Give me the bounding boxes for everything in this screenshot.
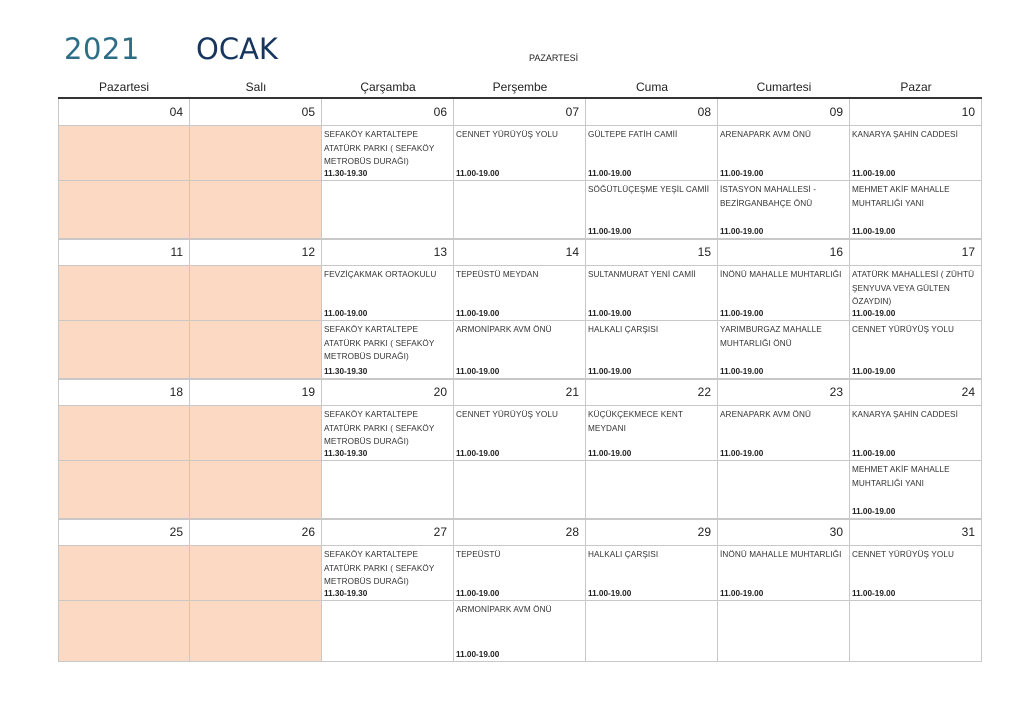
time-range: 11.00-19.00: [456, 309, 500, 318]
schedule-cell: [454, 266, 586, 321]
day-number: 29: [697, 525, 711, 539]
location-text: TEPEÜSTÜ MEYDAN: [456, 270, 539, 279]
location-text: SEFAKÖY KARTALTEPE ATATÜRK PARKI ( SEFAKÖY METROBÜS DURAĞI): [324, 130, 435, 166]
time-range: 11.00-19.00: [720, 589, 764, 598]
day-number-cell: [322, 99, 454, 126]
time-range: 11.00-19.00: [852, 169, 896, 178]
time-range: 11.00-19.00: [720, 169, 764, 178]
location-text: ARMONİPARK AVM ÖNÜ: [456, 605, 552, 614]
schedule-cell: [850, 321, 982, 379]
location-text: SEFAKÖY KARTALTEPE ATATÜRK PARKI ( SEFAKÖY METROBÜS DURAĞI): [324, 410, 435, 446]
schedule-cell: [586, 546, 718, 601]
weekday-header-4: Perşembe: [492, 80, 548, 94]
schedule-cell: [454, 406, 586, 461]
day-number: 12: [301, 245, 315, 259]
time-range: 11.00-19.00: [588, 449, 632, 458]
time-range: 11.00-19.00: [324, 309, 368, 318]
location-text: YARIMBURGAZ MAHALLE MUHTARLIĞI ÖNÜ: [720, 325, 822, 348]
day-number-cell: [58, 99, 190, 126]
time-range: 11.00-19.00: [720, 309, 764, 318]
calendar-grid: [58, 99, 982, 662]
page-subtitle: PAZARTESİ: [529, 53, 579, 63]
weekday-header-5: Cuma: [635, 80, 668, 94]
schedule-cell: [190, 461, 322, 519]
time-range: 11.00-19.00: [720, 227, 764, 236]
time-range: 11.30-19.30: [324, 169, 368, 178]
schedule-cell: [454, 181, 586, 239]
weekday-header-6: Cumartesi: [756, 80, 812, 94]
schedule-cell: [322, 266, 454, 321]
time-range: 11.00-19.00: [588, 309, 632, 318]
day-number-cell: [322, 379, 454, 406]
location-text: ARMONİPARK AVM ÖNÜ: [456, 325, 552, 334]
schedule-cell: [850, 601, 982, 662]
location-text: ARENAPARK AVM ÖNÜ: [720, 130, 812, 139]
time-range: 11.00-19.00: [852, 507, 896, 516]
day-number: 04: [169, 105, 183, 119]
day-number: 09: [829, 105, 843, 119]
schedule-cell: [454, 126, 586, 181]
schedule-cell: [58, 266, 190, 321]
schedule-cell: [190, 601, 322, 662]
day-number: 23: [829, 385, 843, 399]
day-number-cell: [58, 379, 190, 406]
schedule-cell: [586, 266, 718, 321]
day-number-cell: [850, 379, 982, 406]
day-number: 17: [961, 245, 975, 259]
day-number: 31: [961, 525, 975, 539]
day-number: 26: [301, 525, 315, 539]
time-range: 11.00-19.00: [852, 449, 896, 458]
schedule-cell: [58, 601, 190, 662]
day-number-cell: [190, 379, 322, 406]
location-text: CENNET YÜRÜYÜŞ YOLU: [852, 550, 954, 559]
location-text: CENNET YÜRÜYÜŞ YOLU: [456, 130, 558, 139]
schedule-cell: [454, 321, 586, 379]
day-number: 08: [697, 105, 711, 119]
time-range: 11.00-19.00: [720, 449, 764, 458]
location-text: CENNET YÜRÜYÜŞ YOLU: [456, 410, 558, 419]
calendar-year: 2021: [64, 32, 140, 66]
location-text: HALKALI ÇARŞISI: [588, 325, 659, 334]
location-text: MEHMET AKİF MAHALLE MUHTARLIĞI YANI: [852, 465, 950, 488]
schedule-cell: [586, 321, 718, 379]
weekday-header-2: Salı: [245, 80, 267, 94]
calendar-month: OCAK: [196, 32, 278, 66]
day-number-cell: [850, 99, 982, 126]
schedule-cell: [58, 126, 190, 181]
schedule-cell: [850, 126, 982, 181]
schedule-cell: [58, 181, 190, 239]
schedule-cell: [58, 321, 190, 379]
schedule-cell: [718, 601, 850, 662]
time-range: 11.00-19.00: [588, 169, 632, 178]
location-text: MEHMET AKİF MAHALLE MUHTARLIĞI YANI: [852, 185, 950, 208]
schedule-cell: [454, 546, 586, 601]
schedule-cell: [190, 126, 322, 181]
schedule-cell: [718, 406, 850, 461]
day-number-cell: [322, 519, 454, 546]
day-number: 19: [301, 385, 315, 399]
day-number-cell: [454, 99, 586, 126]
time-range: 11.00-19.00: [456, 449, 500, 458]
location-text: GÜLTEPE FATİH CAMİİ: [588, 130, 678, 139]
day-number-cell: [322, 239, 454, 266]
time-range: 11.00-19.00: [588, 589, 632, 598]
day-number: 18: [169, 385, 183, 399]
schedule-cell: [586, 126, 718, 181]
day-number: 07: [565, 105, 579, 119]
time-range: 11.00-19.00: [852, 367, 896, 376]
day-number: 22: [697, 385, 711, 399]
schedule-cell: [190, 406, 322, 461]
schedule-cell: [850, 546, 982, 601]
day-number-cell: [586, 379, 718, 406]
day-number-cell: [586, 99, 718, 126]
schedule-cell: [58, 406, 190, 461]
weekday-header-1: Pazartesi: [98, 80, 150, 94]
location-text: TEPEÜSTÜ: [456, 550, 501, 559]
time-range: 11.00-19.00: [852, 589, 896, 598]
day-number-cell: [718, 379, 850, 406]
day-number: 14: [565, 245, 579, 259]
day-number-cell: [58, 239, 190, 266]
weekday-header-3: Çarşamba: [360, 80, 416, 94]
location-text: SÖĞÜTLÜÇEŞME YEŞİL CAMİİ: [588, 185, 710, 194]
location-text: ATATÜRK MAHALLESİ ( ZÜHTÜ ŞENYUVA VEYA GÜLTEN ÖZAYDIN): [852, 270, 975, 306]
schedule-cell: [850, 461, 982, 519]
day-number-cell: [454, 519, 586, 546]
day-number: 20: [433, 385, 447, 399]
schedule-cell: [322, 546, 454, 601]
day-number-cell: [718, 519, 850, 546]
day-number: 06: [433, 105, 447, 119]
schedule-cell: [454, 461, 586, 519]
location-text: İNÖNÜ MAHALLE MUHTARLIĞI: [720, 270, 842, 279]
day-number-cell: [454, 239, 586, 266]
schedule-cell: [718, 321, 850, 379]
time-range: 11.00-19.00: [852, 309, 896, 318]
day-number-cell: [718, 239, 850, 266]
day-number-cell: [190, 519, 322, 546]
day-number: 28: [565, 525, 579, 539]
schedule-cell: [586, 601, 718, 662]
schedule-cell: [58, 546, 190, 601]
day-number: 05: [301, 105, 315, 119]
schedule-cell: [586, 406, 718, 461]
schedule-cell: [718, 126, 850, 181]
location-text: İNÖNÜ MAHALLE MUHTARLIĞI: [720, 550, 842, 559]
day-number: 24: [961, 385, 975, 399]
location-text: HALKALI ÇARŞISI: [588, 550, 659, 559]
day-number-cell: [586, 239, 718, 266]
day-number: 25: [169, 525, 183, 539]
schedule-cell: [718, 181, 850, 239]
schedule-cell: [322, 321, 454, 379]
weekday-header-row: [58, 78, 982, 96]
location-text: SEFAKÖY KARTALTEPE ATATÜRK PARKI ( SEFAKÖY METROBÜS DURAĞI): [324, 325, 435, 361]
time-range: 11.00-19.00: [456, 169, 500, 178]
schedule-cell: [718, 266, 850, 321]
location-text: İSTASYON MAHALLESİ - BEZİRGANBAHÇE ÖNÜ: [720, 185, 817, 208]
weekday-header-7: Pazar: [900, 80, 932, 94]
schedule-cell: [322, 126, 454, 181]
schedule-cell: [190, 321, 322, 379]
time-range: 11.30-19.30: [324, 449, 368, 458]
day-number: 15: [697, 245, 711, 259]
location-text: CENNET YÜRÜYÜŞ YOLU: [852, 325, 954, 334]
time-range: 11.00-19.00: [456, 650, 500, 659]
schedule-cell: [718, 546, 850, 601]
day-number: 10: [961, 105, 975, 119]
schedule-cell: [190, 266, 322, 321]
schedule-cell: [454, 601, 586, 662]
time-range: 11.00-19.00: [456, 589, 500, 598]
day-number-cell: [454, 379, 586, 406]
time-range: 11.00-19.00: [852, 227, 896, 236]
day-number: 16: [829, 245, 843, 259]
location-text: KANARYA ŞAHİN CADDESİ: [852, 130, 958, 139]
schedule-cell: [718, 461, 850, 519]
location-text: SEFAKÖY KARTALTEPE ATATÜRK PARKI ( SEFAKÖY METROBÜS DURAĞI): [324, 550, 435, 586]
schedule-cell: [586, 461, 718, 519]
time-range: 11.00-19.00: [456, 367, 500, 376]
time-range: 11.30-19.30: [324, 589, 368, 598]
schedule-cell: [850, 181, 982, 239]
day-number-cell: [586, 519, 718, 546]
day-number: 30: [829, 525, 843, 539]
location-text: KÜÇÜKÇEKMECE KENT MEYDANI: [588, 410, 683, 433]
schedule-cell: [322, 601, 454, 662]
time-range: 11.00-19.00: [588, 227, 632, 236]
time-range: 11.00-19.00: [720, 367, 764, 376]
schedule-cell: [322, 406, 454, 461]
day-number-cell: [718, 99, 850, 126]
schedule-cell: [190, 546, 322, 601]
location-text: ARENAPARK AVM ÖNÜ: [720, 410, 812, 419]
schedule-cell: [322, 461, 454, 519]
day-number-cell: [190, 239, 322, 266]
day-number: 11: [170, 245, 183, 259]
schedule-cell: [850, 406, 982, 461]
day-number-cell: [58, 519, 190, 546]
schedule-cell: [850, 266, 982, 321]
location-text: FEVZİÇAKMAK ORTAOKULU: [324, 270, 437, 279]
schedule-cell: [58, 461, 190, 519]
day-number: 21: [565, 385, 579, 399]
day-number: 13: [433, 245, 447, 259]
day-number: 27: [433, 525, 447, 539]
schedule-cell: [190, 181, 322, 239]
time-range: 11.00-19.00: [588, 367, 632, 376]
day-number-cell: [850, 239, 982, 266]
schedule-cell: [322, 181, 454, 239]
location-text: SULTANMURAT YENİ CAMİİ: [588, 270, 696, 279]
day-number-cell: [850, 519, 982, 546]
schedule-cell: [586, 181, 718, 239]
location-text: KANARYA ŞAHİN CADDESİ: [852, 410, 958, 419]
day-number-cell: [190, 99, 322, 126]
time-range: 11.30-19.30: [324, 367, 368, 376]
